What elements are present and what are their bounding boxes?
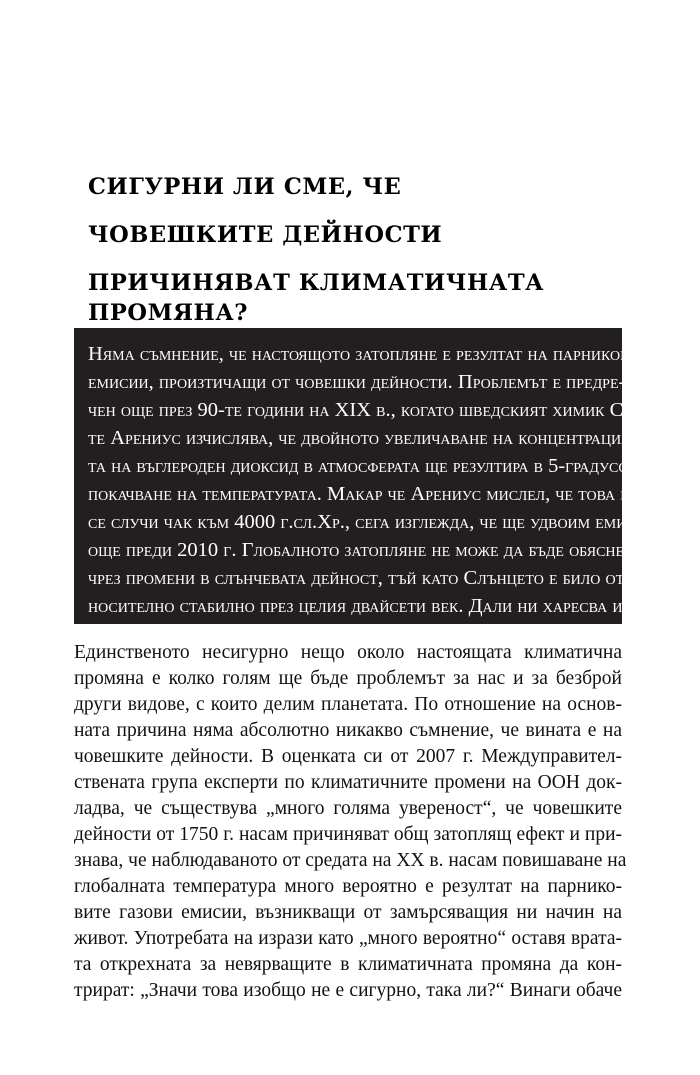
callout-line: носително стабилно през целия двайсети век. Дали ни харесва или (88, 595, 643, 617)
body-paragraph (74, 640, 627, 1004)
body-line: Единственото несигурно нещо около настоящата климатична (74, 642, 622, 663)
body-line: глобалната температура много вероятно е резултат на парнико- (74, 876, 622, 897)
callout-line: чрез промени в слънчевата дейност, тъй като Слънцето е било от- (88, 567, 631, 589)
callout-line: Няма съмнение, че настоящото затопляне е резултат на парникови (88, 343, 640, 365)
chapter-title-line: ЧОВЕШКИТЕ ДЕЙНОСТИ (88, 222, 443, 248)
body-line: промяна е колко голям ще бъде проблемът за нас и за безброй (74, 668, 622, 689)
summary-callout-box (74, 328, 674, 645)
body-line: знава, че наблюдаваното от средата на XX в. насам повишаване на (74, 850, 627, 871)
chapter-title-line: ПРИЧИНЯВАТ КЛИМАТИЧНАТА ПРОМЯНА? (88, 270, 545, 326)
callout-line: та на въглероден диоксид в атмосферата ще резултира в 5-градусово (88, 455, 648, 477)
callout-line: чен още през 90-те години на XIX в., когато шведският химик Сван- (88, 399, 659, 421)
body-line: други видове, с които делим планетата. По отношение на основ- (74, 694, 622, 715)
callout-line: не, човешките замърсяващи дейности са единственото обяснение. (88, 623, 637, 645)
callout-line: още преди 2010 г. Глобалното затопляне не може да бъде обяснено (88, 539, 645, 561)
body-line: дейности от 1750 г. насам причиняват общ затоплящ ефект и при- (74, 824, 622, 845)
body-line: ствената група експерти по климатичните промени на ООН док- (74, 772, 622, 793)
callout-line: покачване на температурата. Макар че Арениус мислел, че това ще (88, 483, 643, 505)
body-line: ладва, че съществува „много голяма увереност“, че човешките (74, 798, 622, 819)
chapter-title-line: СИГУРНИ ЛИ СМЕ, ЧЕ (88, 174, 402, 200)
body-line: та открехната за невярващите в климатичната промяна да кон- (74, 954, 622, 975)
body-line: човешките дейности. В оценката си от 2007 г. Междуправител- (74, 746, 622, 767)
chapter-title (88, 172, 628, 326)
body-line: живот. Употребата на изрази като „много вероятно“ оставя врата- (74, 928, 622, 949)
body-line: вите газови емисии, възникващи от замърсяващия ни начин на (74, 902, 622, 923)
callout-line: те Арениус изчислява, че двойното увеличаване на концентрация- (88, 427, 638, 449)
callout-line: емисии, произтичащи от човешки дейности. Проблемът е предре- (88, 371, 626, 393)
body-line: трират: „Значи това изобщо не е сигурно, така ли?“ Винаги обаче (74, 980, 622, 1001)
body-line: ната причина няма абсолютно никакво съмнение, че вината е на (74, 720, 622, 741)
callout-line: се случи чак към 4000 г.сл.Хр., сега изглежда, че ще удвоим емисиите (88, 511, 674, 533)
